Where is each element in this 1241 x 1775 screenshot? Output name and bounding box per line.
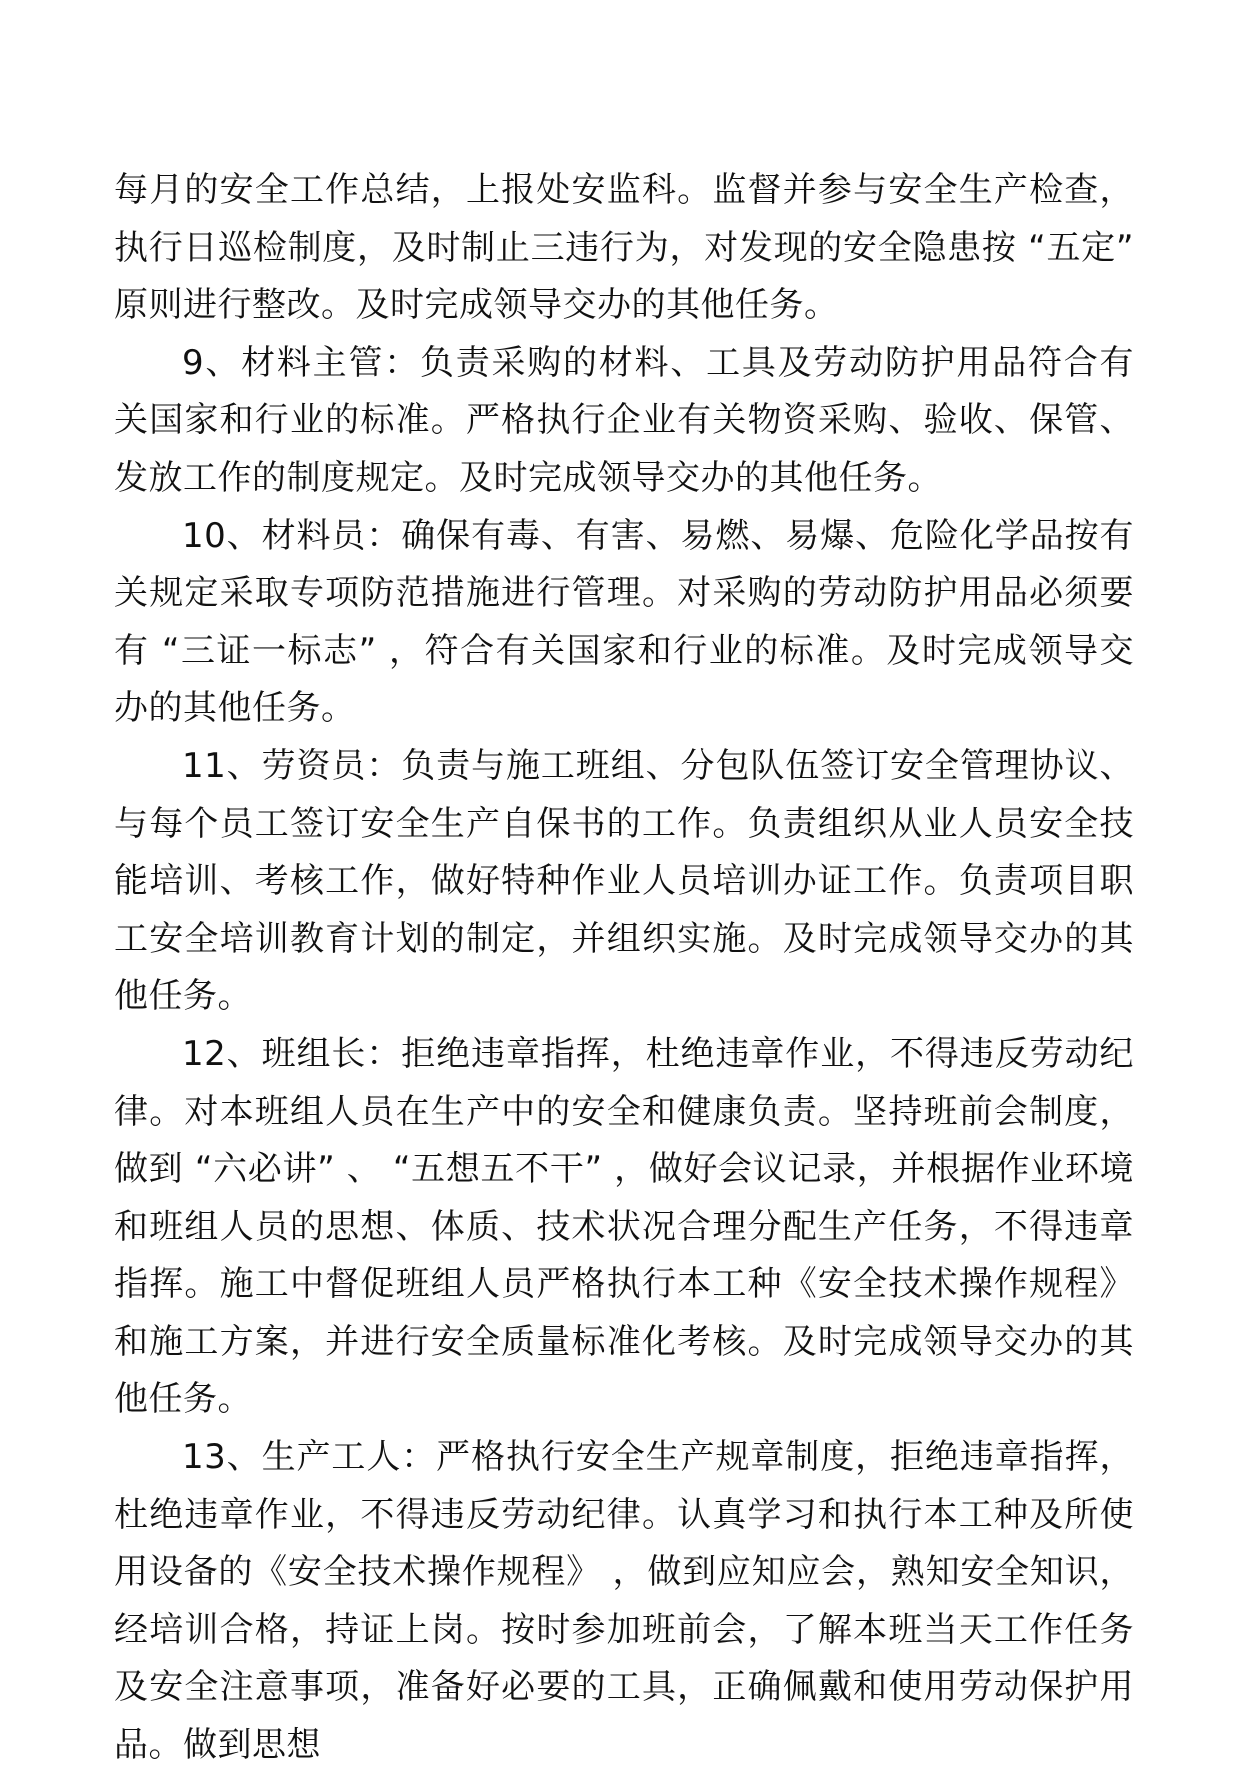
paragraph-labor-clerk: 11、劳资员：负责与施工班组、分包队伍签订安全管理协议、与每个员工签订安全生产自保书的工作。负责组织从业人员安全技能培训、考核工作，做好特种作业人员培训办证工作。负责项目职工安全培训教育计划的制定，并组织实施。及时完成领导交办的其他任务。 (114, 745, 1134, 1017)
paragraph-material-supervisor: 9、材料主管：负责采购的材料、工具及劳动防护用品符合有关国家和行业的标准。严格执行企业有关物资采购、验收、保管、发放工作的制度规定。及时完成领导交办的其他任务。 (114, 342, 1134, 498)
paragraph-continuation: 每月的安全工作总结，上报处安监科。监督并参与安全生产检查，执行日巡检制度，及时制止三违行为，对发现的安全隐患按 “五定” 原则进行整改。及时完成领导交办的其他任务。 (114, 170, 1134, 326)
paragraph-production-worker: 13、生产工人：严格执行安全生产规章制度，拒绝违章指挥，杜绝违章作业，不得违反劳动纪律。认真学习和执行本工种及所使用设备的《安全技术操作规程》 ，做到应知应会，熟知安全知识，经培训合格，持证上岗。按时参加班前会，了解本班当天工作任务及安全注意事项，准备好必要的工具，正确佩戴和使用劳动保护用品。做到思想 (114, 1437, 1134, 1766)
paragraph-material-clerk: 10、材料员：确保有毒、有害、易燃、易爆、危险化学品按有关规定采取专项防范措施进行管理。对采购的劳动防护用品必须要有 “三证一标志” ，符合有关国家和行业的标准。及时完成领导交办的其他任务。 (114, 515, 1134, 729)
document-page (114, 162, 1134, 1775)
paragraph-team-leader: 12、班组长：拒绝违章指挥，杜绝违章作业，不得违反劳动纪律。对本班组人员在生产中的安全和健康负责。坚持班前会制度，做到 “六必讲” 、 “五想五不干” ，做好会议记录，并根据作业环境和班组人员的思想、体质、技术状况合理分配生产任务，不得违章指挥。施工中督促班组人员严格执行本工种《安全技术操作规程》和施工方案，并进行安全质量标准化考核。及时完成领导交办的其他任务。 (114, 1033, 1134, 1420)
